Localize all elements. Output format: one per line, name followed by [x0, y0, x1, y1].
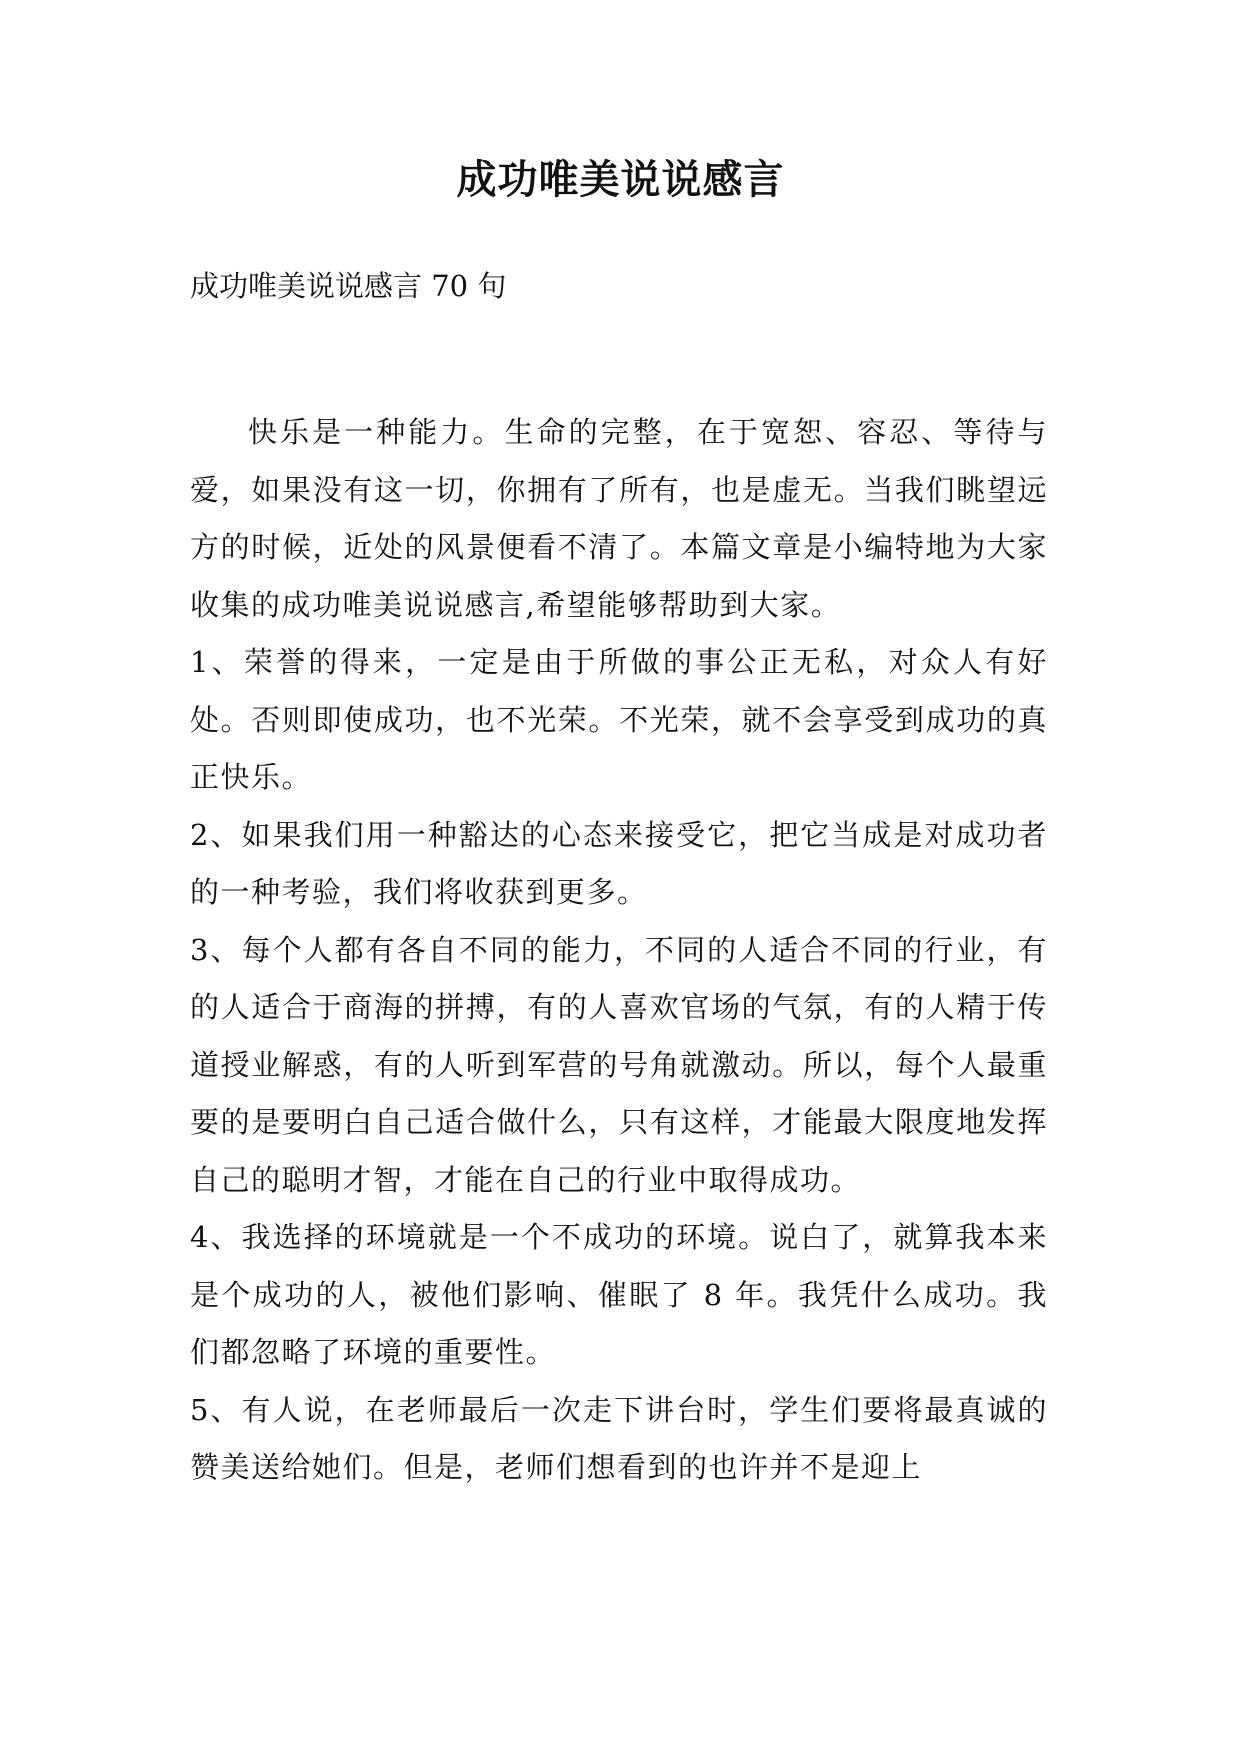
document-title: 成功唯美说说感言	[456, 157, 785, 203]
quote-paragraph-3: 3、每个人都有各自不同的能力，不同的人适合不同的行业，有的人适合于商海的拼搏，有的人喜欢官场的气氛，有的人精于传道授业解惑，有的人听到军营的号角就激动。所以，每个人最重要的是要明白自己适合做什么，只有这样，才能最大限度地发挥自己的聪明才智，才能在自己的行业中取得成功。	[190, 932, 1048, 1197]
document-body	[190, 404, 1048, 1497]
quote-paragraph-1: 1、荣誉的得来，一定是由于所做的事公正无私，对众人有好处。否则即使成功，也不光荣。不光荣，就不会享受到成功的真正快乐。	[190, 645, 1048, 794]
quote-paragraph-5: 5、有人说，在老师最后一次走下讲台时，学生们要将最真诚的赞美送给她们。但是，老师们想看到的也许并不是迎上	[190, 1392, 1048, 1484]
quote-paragraph-4: 4、我选择的环境就是一个不成功的环境。说白了，就算我本来是个成功的人，被他们影响、催眠了 8 年。我凭什么成功。我们都忽略了环境的重要性。	[190, 1220, 1048, 1369]
document-subtitle: 成功唯美说说感言 70 句	[190, 269, 507, 303]
quote-paragraph-2: 2、如果我们用一种豁达的心态来接受它，把它当成是对成功者的一种考验，我们将收获到更多。	[190, 817, 1048, 909]
intro-paragraph: 快乐是一种能力。生命的完整，在于宽恕、容忍、等待与爱，如果没有这一切，你拥有了所有，也是虚无。当我们眺望远方的时候，近处的风景便看不清了。本篇文章是小编特地为大家收集的成功唯美说说感言,希望能够帮助到大家。	[190, 415, 1048, 622]
